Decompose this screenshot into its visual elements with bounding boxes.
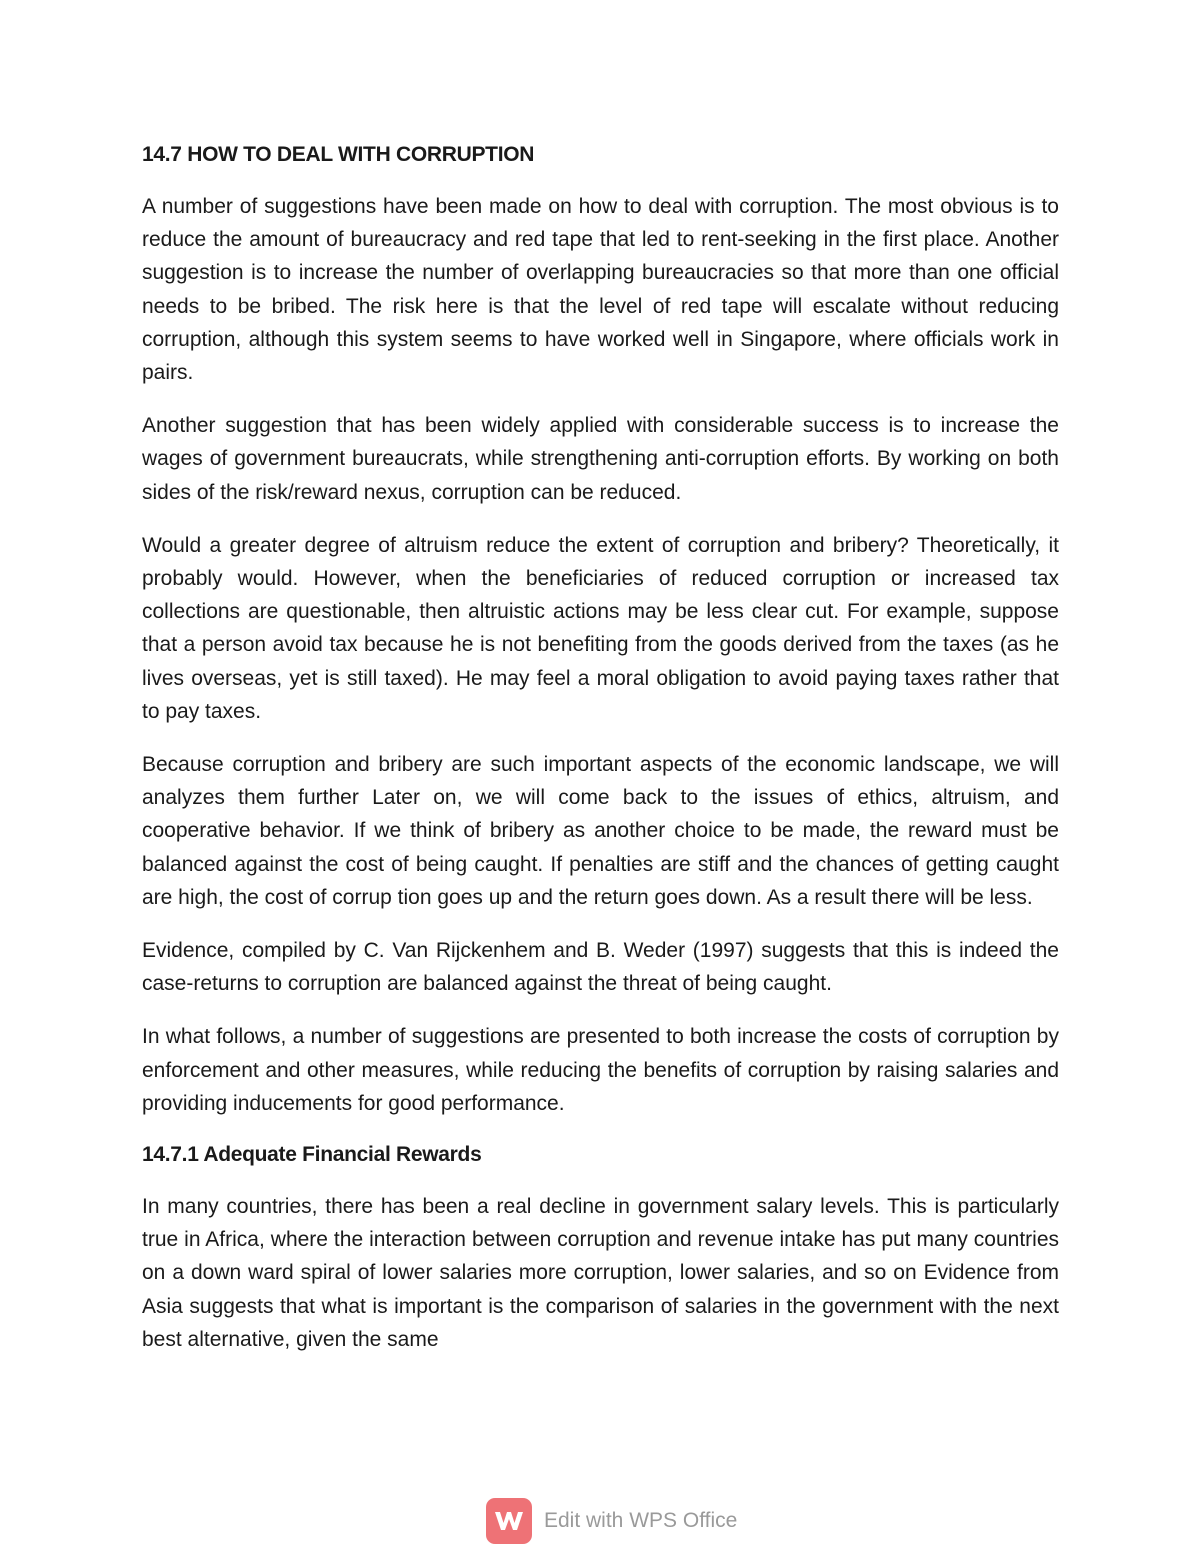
subsection-heading: 14.7.1 Adequate Financial Rewards (142, 1143, 482, 1167)
page-content (142, 140, 1059, 1376)
wps-edit-watermark[interactable] (486, 1498, 737, 1544)
paragraph: In what follows, a number of suggestions are presented to both increase the costs of corruption by enforcement and other measures, while reducing the benefits of corruption by raising salaries and providing inducements for good performance. (142, 1025, 1059, 1115)
paragraph: In many countries, there has been a real decline in government salary levels. This is particularly true in Africa, where the interaction between corruption and revenue intake has put many countries on a down ward spiral of lower salaries more corruption, lower salaries, and so on Evidence from Asia suggests that what is important is the comparison of salaries in the government with the next best alternative, given the same (142, 1195, 1059, 1351)
paragraph: Another suggestion that has been widely applied with considerable success is to increase the wages of government bureaucrats, while strengthening anti-corruption efforts. By working on both sides of the risk/reward nexus, corruption can be reduced. (142, 414, 1059, 504)
wps-logo-icon (486, 1498, 532, 1544)
watermark-text: Edit with WPS Office (544, 1509, 738, 1532)
section-heading: 14.7 HOW TO DEAL WITH CORRUPTION (142, 143, 535, 166)
paragraph: Evidence, compiled by C. Van Rijckenhem and B. Weder (1997) suggests that this is indeed the case-returns to corruption are balanced against the threat of being caught. (142, 939, 1059, 996)
paragraph: Because corruption and bribery are such important aspects of the economic landscape, we will analyzes them further Later on, we will come back to the issues of ethics, altruism, and cooperative behavior. If we think of bribery as another choice to be made, the reward must be balanced against the cost of being caught. If penalties are stiff and the chances of getting caught are high, the cost of corrup tion goes up and the return goes down. As a result there will be less. (142, 753, 1059, 909)
paragraph: Would a greater degree of altruism reduce the extent of corruption and bribery? Theoretically, it probably would. However, when the beneficiaries of reduced corruption or increased tax collections are questionable, then altruistic actions may be less clear cut. For example, suppose that a person avoid tax because he is not benefiting from the goods derived from the taxes (as he lives overseas, yet is still taxed). He may feel a moral obligation to avoid paying taxes rather that to pay taxes. (142, 533, 1059, 723)
paragraph: A number of suggestions have been made on how to deal with corruption. The most obvious is to reduce the amount of bureaucracy and red tape that led to rent-seeking in the first place. Another suggestion is to increase the number of overlapping bureaucracies so that more than one official needs to be bribed. The risk here is that the level of red tape will escalate without reducing corruption, although this system seems to have worked well in Singapore, where officials work in pairs. (142, 195, 1059, 385)
